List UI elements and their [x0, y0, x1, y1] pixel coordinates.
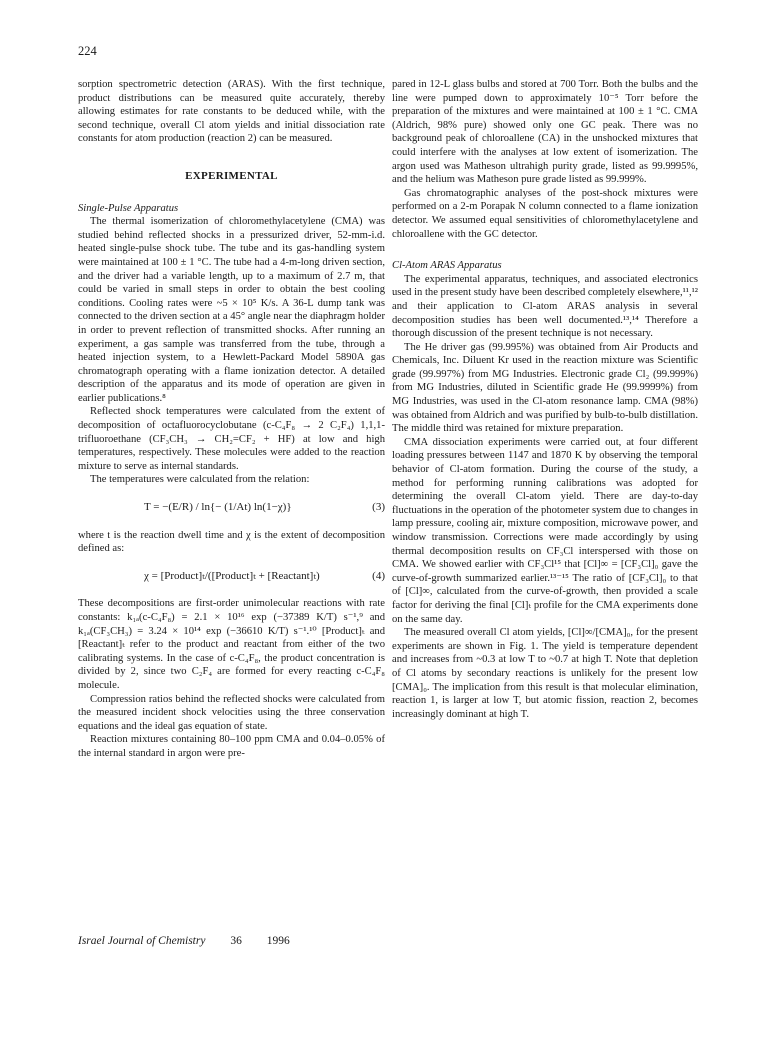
- footer-journal: Israel Journal of Chemistry: [78, 935, 206, 947]
- subheading-single-pulse: Single-Pulse Apparatus: [78, 202, 179, 214]
- paragraph-temperature-relation: The temperatures were calculated from the relation:: [90, 474, 310, 486]
- equation-3: [78, 501, 385, 515]
- paragraph-first-order: These decompositions are first-order unimolecular reactions with rate constants: k₁ₐ(c-C₄F₈) = 2.1 × 10¹⁶ exp (−37389 K/T) s⁻¹,⁹ and k₁ₐ(CF₃CH₃) = 3.24 × 10¹⁴ exp (−36610 K/T) s⁻¹.¹⁰ [Product]ₜ and [Reactant]ₜ refer to the product and reactant from either of the two calibrating systems. In the case of c-C₄F₈, the product concentration is divided by 2, since two C₂F₄ are formed for every reacting c-C₄F₈ molecule.: [78, 598, 385, 691]
- equation-4: [78, 570, 385, 584]
- paragraph-aras: The experimental apparatus, techniques, and associated electronics used in the present study have been described completely elsewhere,¹¹,¹² and their application to Cl-atom ARAS analysis in several decomposition studies has been well documented.¹³,¹⁴ Therefore a thorough discussion of the present technique is not necessary.: [392, 273, 698, 340]
- equation-4-body: χ = [Product]ₜ/([Product]ₜ + [Reactant]ₜ): [144, 569, 320, 582]
- paragraph-where: where t is the reaction dwell time and χ is the extent of decomposition defined as:: [78, 529, 385, 555]
- equation-4-number: (4): [372, 569, 385, 582]
- paragraph-mixtures: Reaction mixtures containing 80–100 ppm CMA and 0.04–0.05% of the internal standard in argon were pre-: [78, 734, 385, 759]
- left-column: [78, 78, 385, 761]
- footer-volume: 36: [230, 935, 242, 947]
- subheading-aras: Cl-Atom ARAS Apparatus: [392, 260, 502, 272]
- paragraph-gc-analysis: Gas chromatographic analyses of the post-shock mixtures were performed on a 2-m Porapak N column connected to a flame ionization detector. We assumed equal sensitivities of chloromethylacetylene and chloroallene with the GC detector.: [392, 187, 698, 240]
- equation-3-number: (3): [372, 501, 385, 514]
- paragraph-continued: pared in 12-L glass bulbs and stored at 700 Torr. Both the bulbs and the line were pumped down to approximately 10⁻⁵ Torr before the preparation of the mixtures and were maintained at 100 ± 1 °C. CMA (Aldrich, 98% pure) showed only one GC peak. There was no background peak of chloroallene (CA) in the unshocked mixtures that could interfere with the analyses at low extent of isomerization. The argon used was Matheson ultrahigh purity grade, listed as 99.9995%, and the helium was Matheson pure grade listed as 99.999%.: [392, 79, 698, 186]
- footer: [78, 935, 312, 947]
- section-title-experimental: EXPERIMENTAL: [185, 169, 278, 182]
- page-number: 224: [78, 44, 97, 58]
- paragraph-he-driver: The He driver gas (99.995%) was obtained from Air Products and Chemicals, Inc. Diluent Kr used in the reaction mixture was Scientific grade (99.997%) from MG Industries. Electronic grade Cl₂ (99.999%) from MG Industries, diluted in Scientific grade He (99.9999%) from MG Industries, was used in the Cl-atom resonance lamp. CMA (98%) was obtained from Aldrich and was purified by bulb-to-bulb distillation. The middle third was retained for mixture preparation.: [392, 341, 698, 435]
- paragraph-single-pulse: The thermal isomerization of chloromethylacetylene (CMA) was studied behind reflected shocks in a pressurized driver, 52-mm-i.d. heated single-pulse shock tube. The tube and its gas-handling system were maintained at 100 ± 1 °C. The tube had a 4-m-long driven section, and the driver had a variable length, up to a maximum of 2.7 m, that could be varied in small steps in order to obtain the best cooling conditions. Cooling rates were ~5 × 10⁵ K/s. A 36-L dump tank was connected to the driven section at a 45° angle near the diaphragm holder in order to prevent reflection of transmitted shocks. After running an experiment, a gas sample was transferred from the tube, through a heated injection system, to a Hewlett-Packard Model 5890A gas chromatograph operating with a flame ionization detector. A detailed description of the apparatus and its mode of operation are given in earlier publications.⁸: [78, 216, 385, 404]
- footer-year: 1996: [266, 935, 290, 947]
- paragraph-dissociation: CMA dissociation experiments were carried out, at four different loading pressures between 1147 and 1870 K by observing the temporal behavior of Cl-atom formation. During the course of the study, a method for performing running calibrations was adopted for determining the overall Cl-atom yield. There are day-to-day fluctuations in the operation of the photometer system due to changes in lamp pressure, cooling air, mixture composition, microwave power, and window transmission. Corrections were made accordingly by using thermal decomposition results on CF₃Cl interspersed with those on CMA. We showed earlier with CF₃Cl¹⁵ that [Cl]∞ = [CF₃Cl]₀ gave the curve-of-growth summarized earlier.¹³⁻¹⁵ The ratio of [CF₃Cl]₀ to that of [Cl]∞, calculated from the curve-of-growth, then provided a scale factor for deriving the final [Cl]ₜ profile for the CMA experiments done on the same day.: [392, 436, 698, 625]
- right-column: [392, 78, 698, 721]
- equation-3-body: T = −(E/R) / ln{− (1/At) ln(1−χ)}: [144, 501, 292, 514]
- paragraph-compression: Compression ratios behind the reflected shocks were calculated from the measured incident shock velocities using the three conservation equations and the ideal gas equation of state.: [78, 693, 385, 732]
- intro-paragraph: sorption spectrometric detection (ARAS). With the first technique, product distributions can be measured quite accurately, thereby allowing estimates for rate constants to be deduced while, with the second technique, overall Cl atom yields and initial dissociation rate constants for atom production (reaction 2) can be measured.: [78, 79, 385, 145]
- paragraph-reflected-shock: Reflected shock temperatures were calculated from the extent of decomposition of octafluorocyclobutane (c-C₄F₈ → 2 C₂F₄) 1,1,1-trifluoroethane (CF₃CH₃ → CH₂=CF₂ + HF) at low and high temperatures, respectively. These molecules were added to the reaction mixture to serve as internal standards.: [78, 406, 385, 472]
- paragraph-yields: The measured overall Cl atom yields, [Cl]∞/[CMA]₀, for the present experiments are shown in Fig. 1. The yield is temperature dependent and increases from ~0.3 at low T to ~0.7 at high T. Note that depletion of Cl atoms by secondary reactions is unlikely for the present low [CMA]₀. The implication from this result is that molecular elimination, reaction 1, is larger at low T, but atomic fission, reaction 2, becomes increasingly dominant at high T.: [392, 627, 698, 720]
